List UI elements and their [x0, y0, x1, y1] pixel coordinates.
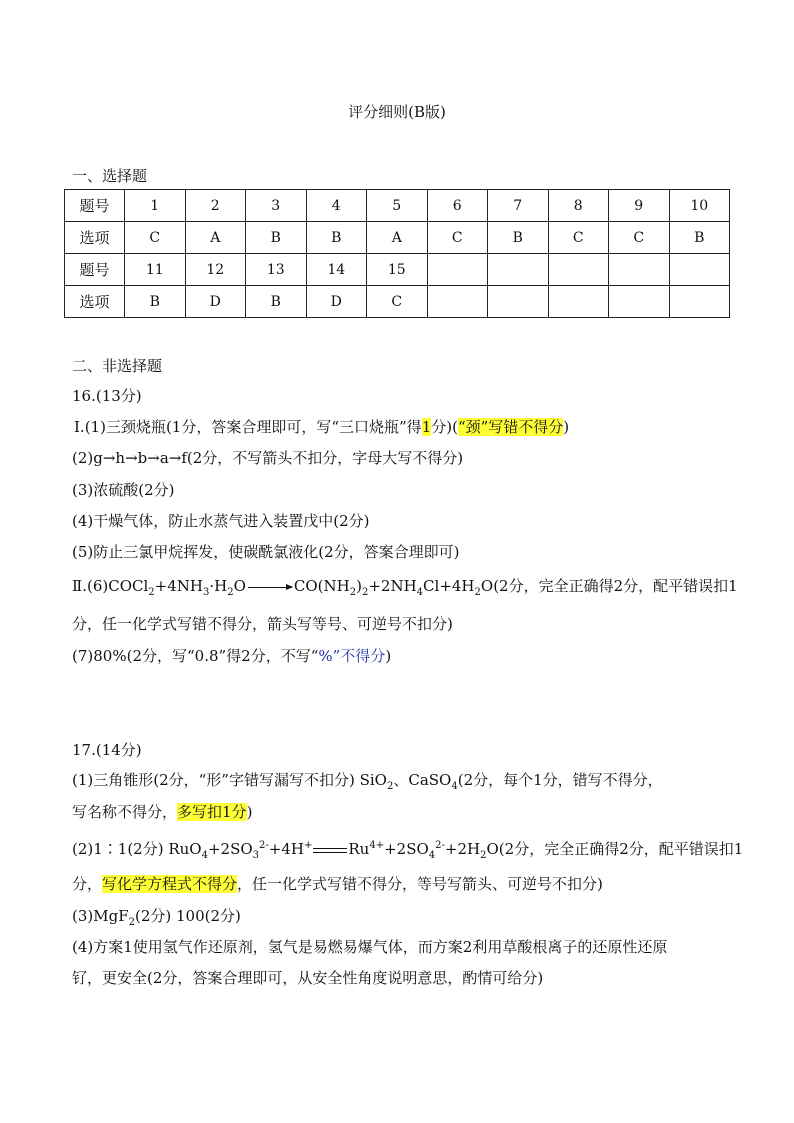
row-header: 选项: [65, 286, 125, 318]
table-cell: 13: [246, 254, 307, 286]
q17-line-5: (3)MgF$_2$(2分) 100(2分): [72, 907, 241, 928]
q17-line-2: 写名称不得分，多写扣1分): [72, 803, 253, 821]
q17-line-1: (1)三角锥形(2分，“形”字错写漏写不扣分) SiO$_2$、CaSO$_4$(2分，每个1分，错写不得分，: [72, 771, 663, 792]
row-header: 题号: [65, 190, 125, 222]
table-cell: 14: [306, 254, 367, 286]
q17-line-3-equation: (2)1∶1(2分) $RuO_4+2SO_3^{2-}+4H^+$ $Ru^{4+}+2SO_4^{2-}+2H_2O(2$分，完全正确得2分，配平错误扣1: [72, 840, 744, 861]
q17-line-6: (4)方案1使用氢气作还原剂，氢气是易燃易爆气体，而方案2利用草酸根离子的还原性还原: [72, 938, 668, 956]
table-cell: C: [548, 222, 609, 254]
table-cell: [548, 286, 609, 318]
table-cell: B: [246, 286, 307, 318]
table-cell: [669, 286, 730, 318]
table-cell: D: [306, 286, 367, 318]
table-cell: [427, 286, 488, 318]
q16-line-1: Ⅰ.(1)三颈烧瓶(1分，答案合理即可，写“三口烧瓶”得1分)(“颈”写错不得分): [74, 418, 570, 436]
table-cell: 2: [185, 190, 246, 222]
table-cell: [609, 254, 670, 286]
table-cell: D: [185, 286, 246, 318]
table-cell: 5: [367, 190, 428, 222]
highlight-note: 写化学方程式不得分: [102, 875, 238, 893]
table-cell: C: [125, 222, 186, 254]
q16-line-4: (4)干燥气体，防止水蒸气进入装置戊中(2分): [72, 512, 370, 530]
section-heading-choice: 一、选择题: [72, 167, 148, 185]
table-cell: 12: [185, 254, 246, 286]
reaction-arrow-icon: [248, 587, 292, 588]
table-row: [65, 222, 730, 254]
table-cell: [609, 286, 670, 318]
q16-header: 16.(13分): [72, 387, 142, 405]
table-row: [65, 190, 730, 222]
table-cell: 9: [609, 190, 670, 222]
table-cell: C: [609, 222, 670, 254]
table-cell: 8: [548, 190, 609, 222]
q16-line-5: (5)防止三氯甲烷挥发，使碳酰氯液化(2分，答案合理即可): [72, 543, 460, 561]
table-cell: C: [427, 222, 488, 254]
q16-line-6-equation: $Ⅱ.(6)COCl_2+4NH_3\cdot H_2O$ $CO(NH_2)_2+2NH_4Cl+4H_2O(2$分，完全正确得2分，配平错误扣1: [72, 577, 738, 598]
table-cell: 11: [125, 254, 186, 286]
row-header: 题号: [65, 254, 125, 286]
table-cell: C: [367, 286, 428, 318]
q16-line-2: (2)g→h→b→a→f(2分，不写箭头不扣分，字母大写不得分): [72, 449, 464, 467]
table-row: [65, 254, 730, 286]
table-cell: B: [246, 222, 307, 254]
table-cell: 6: [427, 190, 488, 222]
answer-table: [64, 189, 730, 318]
q17-line-4: 分，写化学方程式不得分，任一化学式写错不得分，等号写箭头、可逆号不扣分): [72, 875, 603, 893]
table-cell: 3: [246, 190, 307, 222]
table-cell: 10: [669, 190, 730, 222]
table-cell: 7: [488, 190, 549, 222]
q16-line-8: (7)80%(2分，写“0.8”得2分，不写“%”不得分): [72, 647, 392, 665]
table-cell: [427, 254, 488, 286]
table-cell: [669, 254, 730, 286]
table-cell: B: [669, 222, 730, 254]
highlight-score: 1: [421, 418, 432, 436]
q17-line-7: 钌，更安全(2分，答案合理即可，从安全性角度说明意思，酌情可给分): [72, 969, 544, 987]
table-cell: B: [306, 222, 367, 254]
q16-line-7: 分，任一化学式写错不得分，箭头写等号、可逆号不扣分): [72, 615, 453, 633]
table-cell: [488, 254, 549, 286]
table-cell: B: [125, 286, 186, 318]
table-row: [65, 286, 730, 318]
highlight-note: “颈”写错不得分: [457, 418, 564, 436]
table-cell: 1: [125, 190, 186, 222]
table-cell: 4: [306, 190, 367, 222]
table-cell: 15: [367, 254, 428, 286]
highlight-note: 多写扣1分: [177, 803, 247, 821]
table-cell: [488, 286, 549, 318]
table-cell: A: [185, 222, 246, 254]
table-cell: [548, 254, 609, 286]
section-heading-nonchoice: 二、非选择题: [72, 357, 163, 375]
equals-sign-icon: [313, 848, 347, 853]
row-header: 选项: [65, 222, 125, 254]
q16-line-3: (3)浓硫酸(2分): [72, 481, 175, 499]
table-cell: A: [367, 222, 428, 254]
q17-header: 17.(14分): [72, 741, 142, 759]
page-title: 评分细则(B版): [348, 103, 446, 121]
table-cell: B: [488, 222, 549, 254]
blue-note: %”不得分: [318, 647, 386, 665]
